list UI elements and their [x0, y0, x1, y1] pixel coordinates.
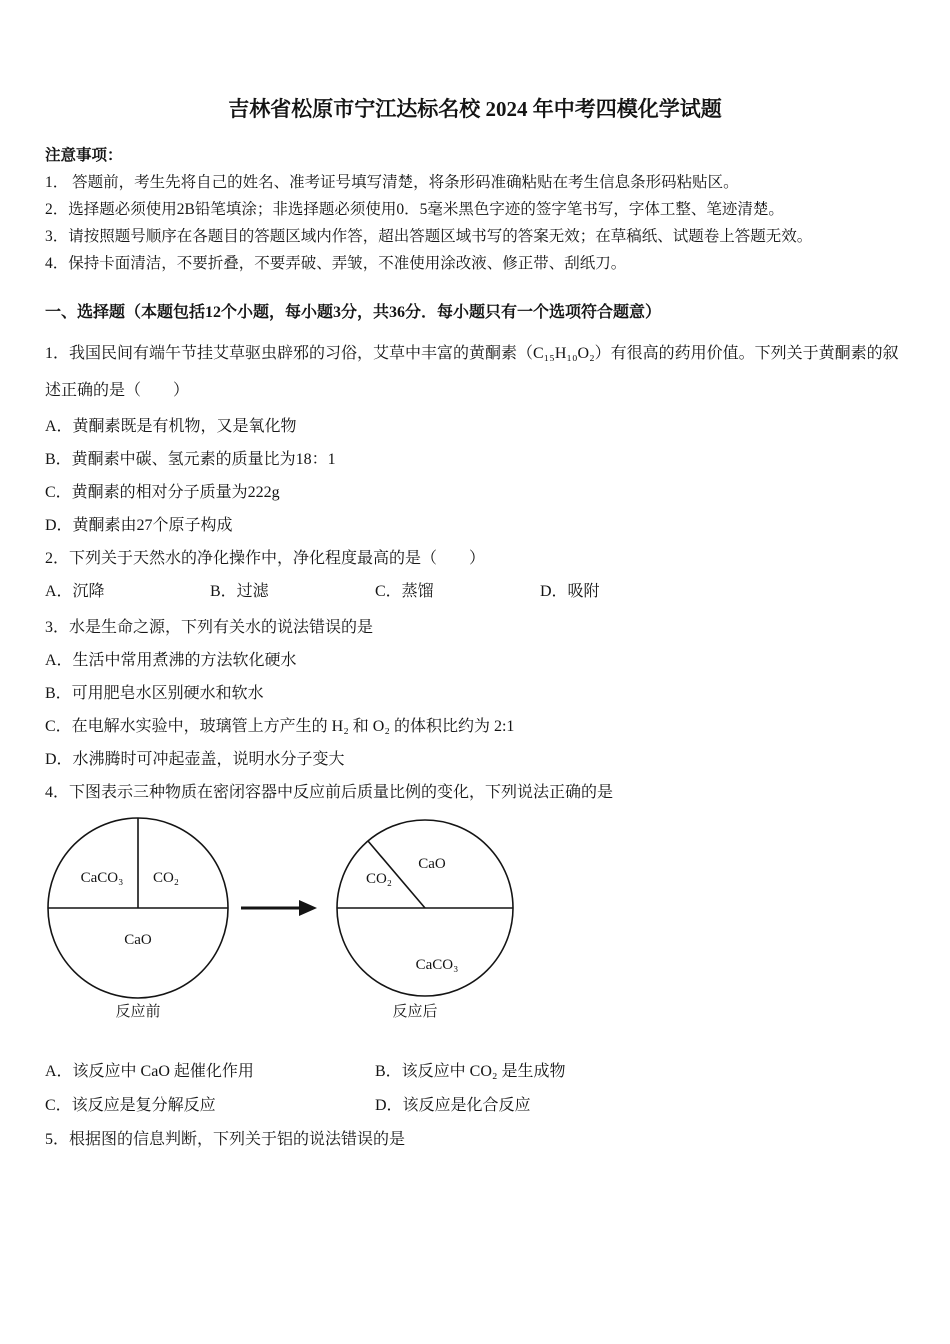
- pie-after: [337, 820, 513, 1020]
- question-2-text: 2．下列关于天然水的净化操作中，净化程度最高的是（ ）: [45, 550, 486, 567]
- question-5-text: 5．根据图的信息判断，下列关于铝的说法错误的是: [45, 1131, 406, 1148]
- notice-item-3: 3．请按照题号顺序在各题目的答题区域内作答，超出答题区域书写的答案无效；在草稿纸、试题卷上答题无效。: [45, 228, 813, 245]
- pie-before-label-cao: CaO: [124, 932, 152, 948]
- pie-after-label-cao: CaO: [418, 856, 446, 872]
- pie-after-caption: 反应后: [392, 1004, 438, 1020]
- question-3-option-d: D．水沸腾时可冲起壶盖，说明水分子变大: [45, 751, 345, 768]
- page-title: 吉林省松原市宁江达标名校 2024 年中考四模化学试题: [228, 97, 722, 121]
- question-4-option-a: A．该反应中 CaO 起催化作用: [45, 1063, 254, 1080]
- arrow-right-icon: [241, 900, 317, 916]
- pie-before-caption: 反应前: [115, 1004, 161, 1020]
- question-2-option-c: C．蒸馏: [375, 583, 434, 600]
- reaction-mass-figure: [45, 816, 905, 1034]
- arrow-head: [299, 900, 317, 916]
- question-1-text: 1．我国民间有端午节挂艾草驱虫辟邪的习俗，艾草中丰富的黄酮素（C₁₅H₁₀O₂）有很高的药用价值。下列关于黄酮素的叙述正确的是（ ）: [45, 345, 899, 399]
- question-4-option-d: D．该反应是化合反应: [375, 1097, 531, 1114]
- question-4-options-row-1: [45, 1062, 905, 1082]
- question-3-option-b: B．可用肥皂水区别硬水和软水: [45, 685, 264, 702]
- pie-before-label-co2: CO₂: [152, 870, 180, 886]
- question-2-option-a: A．沉降: [45, 583, 105, 600]
- pie-before: [48, 818, 228, 1020]
- notice-heading: 注意事项：: [45, 147, 123, 164]
- question-1-option-c: C．黄酮素的相对分子质量为222g: [45, 484, 280, 501]
- question-1-option-d: D．黄酮素由27个原子构成: [45, 517, 233, 534]
- question-3-option-a: A．生活中常用煮沸的方法软化硬水: [45, 652, 297, 669]
- question-4-text: 4．下图表示三种物质在密闭容器中反应前后质量比例的变化，下列说法正确的是: [45, 784, 614, 801]
- notice-item-2: 2．选择题必须使用2B铅笔填涂；非选择题必须使用0．5毫米黑色字迹的签字笔书写，字体工整、笔迹清楚。: [45, 201, 784, 218]
- question-2-option-b: B．过滤: [210, 583, 269, 600]
- pie-after-label-caco3: CaCO₃: [415, 957, 459, 973]
- question-1-option-b: B．黄酮素中碳、氢元素的质量比为18：1: [45, 451, 336, 468]
- question-4-option-c: C．该反应是复分解反应: [45, 1097, 216, 1114]
- section-heading: 一、选择题（本题包括12个小题，每小题3分，共36分．每小题只有一个选项符合题意）: [45, 304, 662, 321]
- question-4-options-row-2: [45, 1096, 905, 1116]
- question-3-text: 3．水是生命之源，下列有关水的说法错误的是: [45, 619, 374, 636]
- reaction-pie-figure: [45, 816, 605, 1028]
- question-3-option-c: C．在电解水实验中，玻璃管上方产生的 H₂ 和 O₂ 的体积比约为 2:1: [45, 718, 515, 735]
- question-1-option-a: A．黄酮素既是有机物，又是氧化物: [45, 418, 297, 435]
- notice-item-1: 1． 答题前，考生先将自己的姓名、准考证号填写清楚，将条形码准确粘贴在考生信息条形码粘贴区。: [45, 174, 739, 191]
- pie-before-label-caco3: CaCO₃: [80, 870, 124, 886]
- notice-item-4: 4．保持卡面清洁，不要折叠，不要弄破、弄皱，不准使用涂改液、修正带、刮纸刀。: [45, 255, 627, 272]
- pie-after-label-co2: CO₂: [365, 871, 393, 887]
- question-2-options-row: [45, 582, 905, 602]
- question-4-option-b: B．该反应中 CO₂ 是生成物: [375, 1063, 566, 1080]
- question-2-option-d: D．吸附: [540, 583, 600, 600]
